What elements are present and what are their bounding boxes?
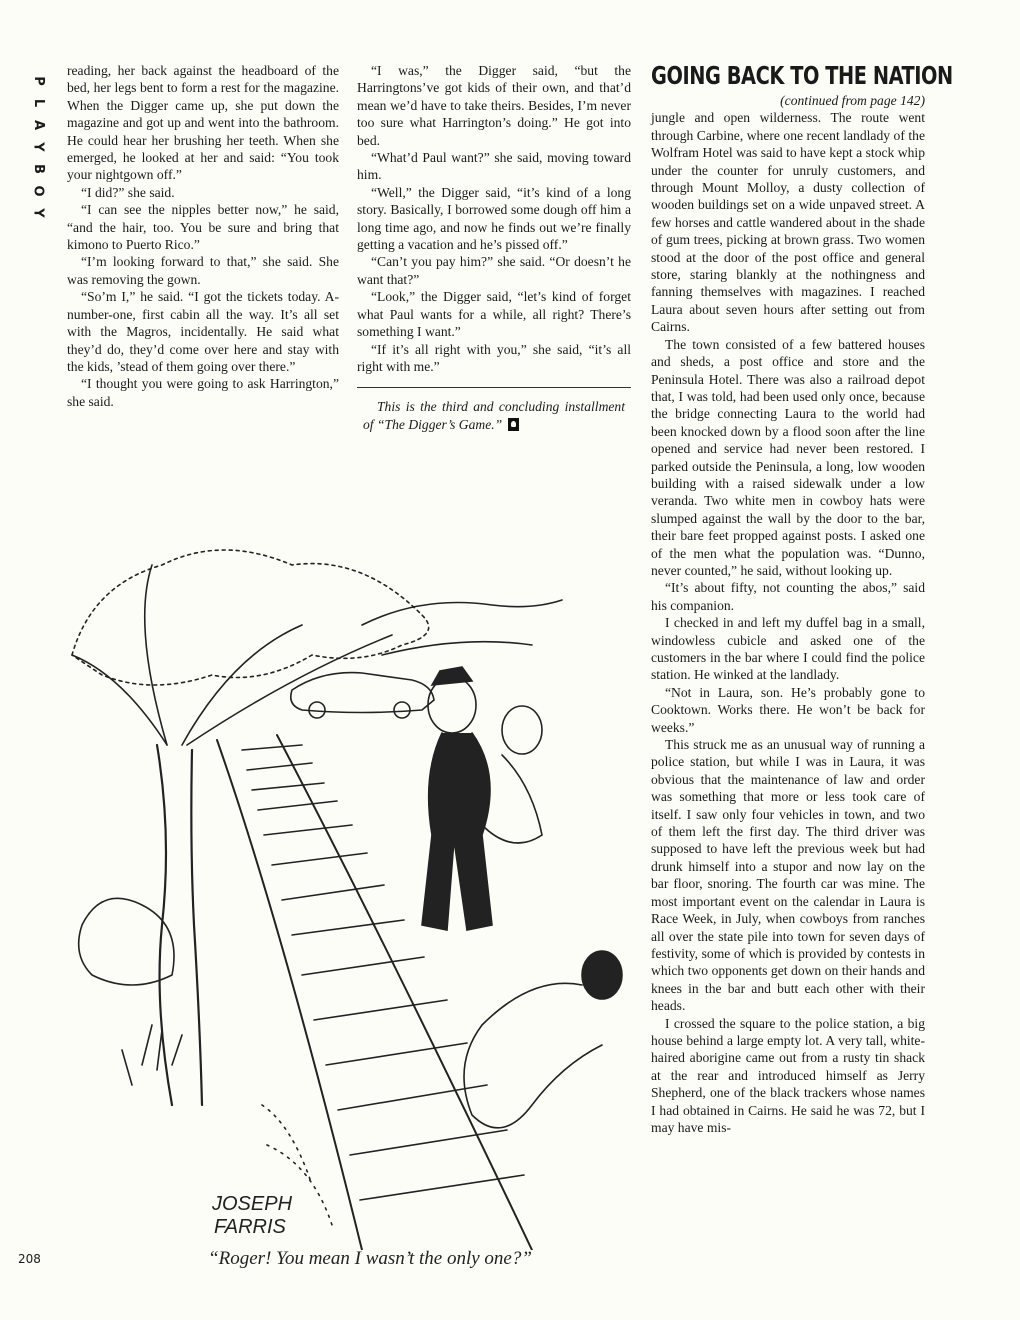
car-wheel bbox=[394, 702, 410, 718]
man-body bbox=[422, 733, 492, 930]
cartoon-illustration bbox=[62, 505, 640, 1250]
paragraph: This struck me as an unusual way of running a police station, but while I was in Laura, it was obvious that the maintenance of law and order was something that more or less took care of itself. I saw only four vehicles in town, and two of them left the first day. The third driver was supposed to have left the previous week but had drunk himself into a stupor and now lay on the bar floor, snoring. The fourth car was mine. The most important event on the calendar in Laura is Race Week, in July, when cowboys from ranches all over the state pile into town for seven days of festivity, some of which is provided by contests in which two opponents get down on their hands and knees in the bar and butt each other with their heads. bbox=[651, 737, 925, 1014]
grass-tufts bbox=[122, 1025, 182, 1085]
paragraph: “I’m looking forward to that,” she said. She was removing the gown. bbox=[67, 254, 339, 287]
installment-note-text: This is the third and concluding installment of “The Digger’s Game.” bbox=[363, 399, 625, 432]
masthead-letter: P bbox=[31, 76, 46, 86]
paragraph: “Can’t you pay him?” she said. “Or doesn’t he want that?” bbox=[357, 254, 631, 287]
tree-branch bbox=[182, 625, 302, 745]
hill-line bbox=[362, 600, 562, 625]
paragraph: “If it’s all right with you,” she said, “it’s all right with me.” bbox=[357, 341, 631, 374]
paragraph: “I was,” the Digger said, “but the Harringtons’ve got kids of their own, and that’d mean we’d have to take theirs. Besides, I’m never too sure what Harrington’s doing.” He got into bed. bbox=[357, 63, 631, 148]
paragraph: “I thought you were going to ask Harrington,” she said. bbox=[67, 376, 339, 409]
paragraph: “Not in Laura, son. He’s probably gone to Cooktown. Works there. He won’t be back for weeks.” bbox=[651, 684, 925, 735]
masthead-letter: A bbox=[31, 119, 46, 131]
end-mark-icon bbox=[508, 418, 519, 431]
woman-head bbox=[502, 706, 542, 754]
car-body bbox=[291, 673, 434, 713]
story-column-3 bbox=[651, 61, 953, 1136]
cartoon-caption: “Roger! You mean I wasn’t the only one?” bbox=[208, 1248, 532, 1269]
story-column-1 bbox=[67, 62, 339, 410]
masthead-letter: O bbox=[31, 185, 46, 197]
tree-branch bbox=[72, 655, 167, 745]
article-headline: GOING BACK TO THE NATION bbox=[651, 61, 953, 90]
paragraph: reading, her back against the headboard of the bed, her legs bent to form a rest for the magazine. When the Digger came up, she put down the magazine and got up and went into the bathroom. He could hear her brushing her teeth. When she emerged, he looked at her and said: “You took your nightgown off.” bbox=[67, 63, 339, 183]
artist-signature: JOSEPH bbox=[212, 1193, 293, 1215]
man-cap bbox=[432, 667, 472, 685]
lying-woman-body bbox=[464, 983, 602, 1128]
tree-foliage bbox=[72, 550, 429, 685]
story-column-2 bbox=[357, 62, 631, 433]
masthead-letter: Y bbox=[30, 208, 46, 218]
lying-woman-hair bbox=[582, 951, 622, 999]
artist-signature: FARRIS bbox=[214, 1216, 286, 1238]
masthead-letter: L bbox=[30, 98, 46, 108]
paragraph: “Well,” the Digger said, “it’s kind of a long story. Basically, I borrowed some dough off him a long time ago, and now he finds out we’re finally getting a vacation and he’s pissed off.” bbox=[357, 184, 631, 253]
rail bbox=[277, 735, 532, 1250]
paragraph: “I can see the nipples better now,” he said, “and the hair, too. You be sure and bring that kimono to Puerto Rico.” bbox=[67, 202, 339, 253]
masthead-letter: B bbox=[30, 164, 46, 174]
paragraph: The town consisted of a few battered houses and sheds, a post office and store and the Peninsula Hotel. There was also a railroad depot that, I was told, had been used only once, because the bridge connecting Laura to the world had been knocked down by a flood soon after the line opened and service had never been restored. I parked outside the Peninsula, a long, low wooden building with a raised sidewalk under a low veranda. Two white men in cowboy hats were slumped against the wall by the door to the bar, their bare feet propped against posts. I asked one of the men what the population was. “Dunno, never counted,” he said, without looking up. bbox=[651, 336, 925, 578]
paragraph: “So’m I,” he said. “I got the tickets today. A-number-one, first cabin all the way. It’s all set with the Magros, incidentally. He said what they’d do, they’d come over here and stay with the kids, ’stead of them going over there.” bbox=[67, 289, 339, 374]
magazine-masthead bbox=[28, 70, 48, 224]
divider bbox=[357, 387, 631, 388]
paragraph: “Look,” the Digger said, “let’s kind of forget what Paul wants for a while, all right? There’s something I want.” bbox=[357, 289, 631, 340]
masthead-letter: Y bbox=[30, 142, 46, 152]
paragraph: “It’s about fifty, not counting the abos,” said his companion. bbox=[651, 580, 925, 613]
tree-branch bbox=[187, 635, 392, 745]
paragraph: “I did?” she said. bbox=[81, 184, 175, 200]
paragraph: I checked in and left my duffel bag in a small, windowless cubicle and asked one of the customers in the bar where I could find the police station. He winked at the landlady. bbox=[651, 615, 925, 683]
paragraph: jungle and open wilderness. The route went through Carbine, where one recent landlady of the Wolfram Hotel was said to have kept a stock whip under the counter for unruly customers, and through Mount Molloy, a dusty collection of wooden buildings set on a wide unpaved street. A few horses and cattle wandered about in the shade of gum trees, picking at brown grass. Two women stood at the door of the post office and general store, staring blankly at the nothingness and fanning themselves with magazines. I reached Laura about seven hours after setting out from Cairns. bbox=[651, 110, 925, 335]
rail bbox=[217, 740, 362, 1250]
woman-body bbox=[482, 755, 542, 843]
continued-from-label: (continued from page 142) bbox=[780, 93, 925, 108]
paragraph: I crossed the square to the police station, a big house behind a large empty lot. A very tall, white-haired aborigine came out from a rusty tin shack at the rear and introduced himself as Jerry Shepherd, one of the black trackers whose names I had obtained in Cairns. He said he was 72, but I may have mis- bbox=[651, 1015, 925, 1135]
tree-trunk bbox=[191, 750, 202, 1105]
paragraph: “What’d Paul want?” she said, moving toward him. bbox=[357, 150, 631, 183]
page-number: 208 bbox=[18, 1252, 41, 1266]
installment-note bbox=[357, 398, 631, 433]
